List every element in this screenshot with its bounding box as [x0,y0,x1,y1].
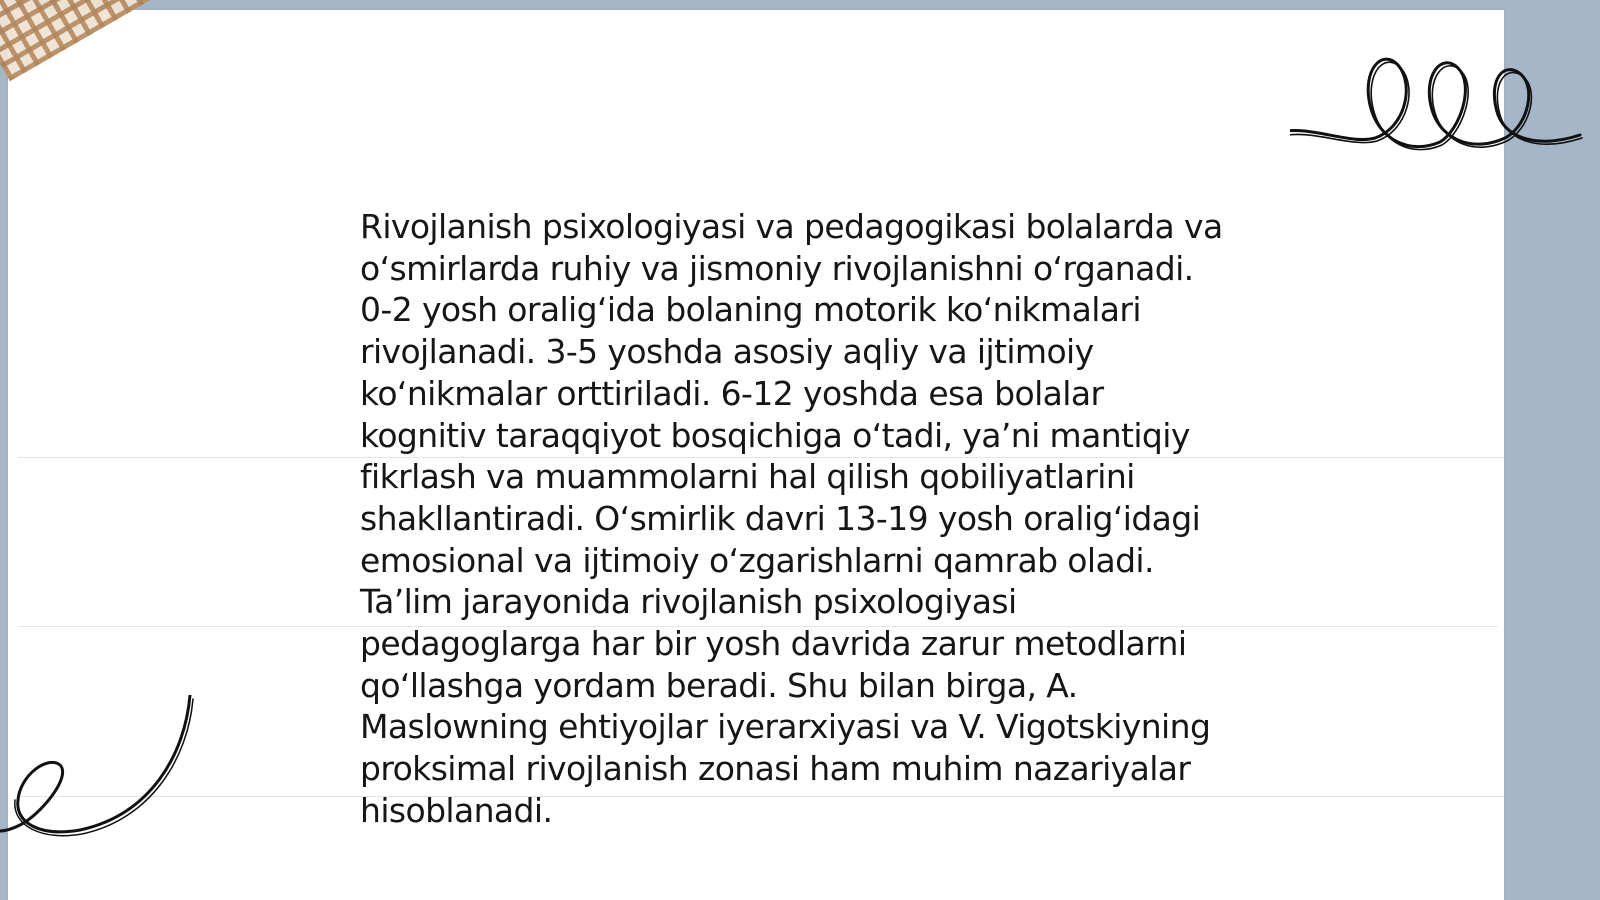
paragraph-line: kognitiv taraqqiyot bosqichiga o‘tadi, ya’ni mantiqiy [360,415,1190,455]
paragraph-line: pedagoglarga har bir yosh davrida zarur metodlarni [360,624,1187,664]
paragraph-line: Maslowning ehtiyojlar iyerarxiyasi va V. Vigotskiyning [360,707,1211,747]
loop-squiggle-icon [1290,30,1600,170]
paragraph-line: rivojlanadi. 3-5 yoshda asosiy aqliy va ijtimoiy [360,332,1094,372]
paragraph-line: shakllantiradi. O‘smirlik davri 13-19 yosh oralig‘idagi [360,498,1201,538]
paragraph-line: qo‘llashga yordam beradi. Shu bilan birga, A. [360,665,1078,705]
paragraph-line: Ta’lim jarayonida rivojlanish psixologiyasi [360,582,1017,622]
paragraph-line: o‘smirlarda ruhiy va jismoniy rivojlanishni o‘rganadi. [360,248,1194,288]
paragraph-line: ko‘nikmalar orttiriladi. 6-12 yoshda esa bolalar [360,373,1104,413]
paragraph-line: Rivojlanish psixologiyasi va pedagogikasi bolalarda va [360,207,1223,246]
body-paragraph [360,206,1260,832]
paragraph-line: proksimal rivojlanish zonasi ham muhim nazariyalar [360,749,1191,789]
swoosh-squiggle-icon [0,695,210,855]
paragraph-line: hisoblanadi. [360,790,553,830]
paragraph-line: emosional va ijtimoiy o‘zgarishlarni qamrab oladi. [360,540,1154,580]
paragraph-line: fikrlash va muammolarni hal qilish qobiliyatlarini [360,457,1135,497]
paragraph-line: 0-2 yosh oralig‘ida bolaning motorik ko‘nikmalari [360,290,1141,330]
